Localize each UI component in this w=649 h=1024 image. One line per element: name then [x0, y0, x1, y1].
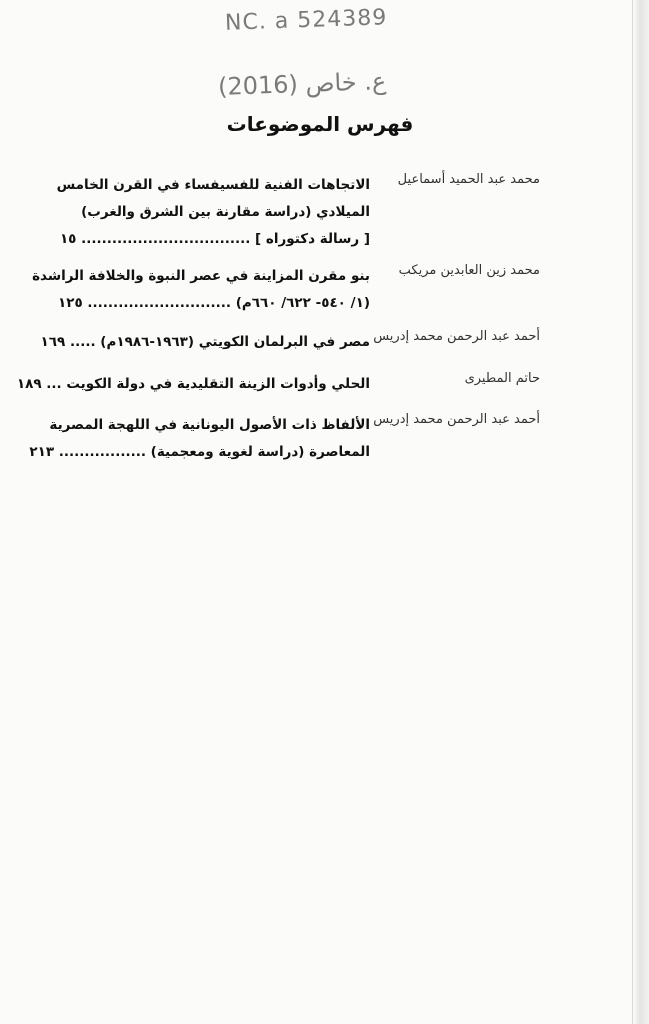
entry-author: أحمد عبد الرحمن محمد إدريس [373, 412, 540, 427]
entry-title-line: الحلي وأدوات الزينة التقليدية في دولة الكويت ... ١٨٩ [16, 376, 370, 392]
handwritten-note: ع. خاص (2016) [217, 67, 387, 101]
handwritten-shelfmark: NC. a 524389 [224, 5, 388, 36]
entry-title-line: الاتجاهات الفنية للفسيفساء في القرن الخامس [56, 177, 370, 193]
entry-title-line: الميلادي (دراسة مقارنة بين الشرق والغرب) [81, 204, 370, 220]
entry-author: حاتم المطيرى [464, 371, 540, 386]
entry-title-line: الألفاظ ذات الأصول اليونانية في اللهجة المصرية [49, 417, 370, 433]
entry-title-line: (١/ ٥٤٠- ٦٢٢/ ٦٦٠م) ............................ ١٢٥ [57, 295, 370, 311]
entry-author: أحمد عبد الرحمن محمد إدريس [373, 329, 540, 344]
entry-title-line: مصر في البرلمان الكويتي (١٩٦٣-١٩٨٦م) ..... ١٦٩ [40, 334, 370, 350]
entry-title [16, 371, 370, 398]
entry-author: محمد عبد الحميد أسماعيل [397, 172, 540, 187]
entry-author: محمد زين العابدين مريكب [398, 263, 540, 278]
entry-title-line: المعاصرة (دراسة لغوية ومعجمية) ................. ٢١٣ [29, 444, 370, 460]
entry-title-line: [ رسالة دكتوراه ] ................................. ١٥ [59, 231, 370, 247]
page-title: فهرس الموضوعات [226, 112, 414, 136]
entry-title [56, 172, 370, 253]
page-edge-shadow [632, 0, 649, 1024]
entry-title-line: بنو مقرن المزاينة في عصر النبوة والخلافة الراشدة [32, 268, 370, 284]
entry-title [29, 412, 370, 466]
entry-title [40, 329, 370, 356]
entry-title [32, 263, 370, 317]
